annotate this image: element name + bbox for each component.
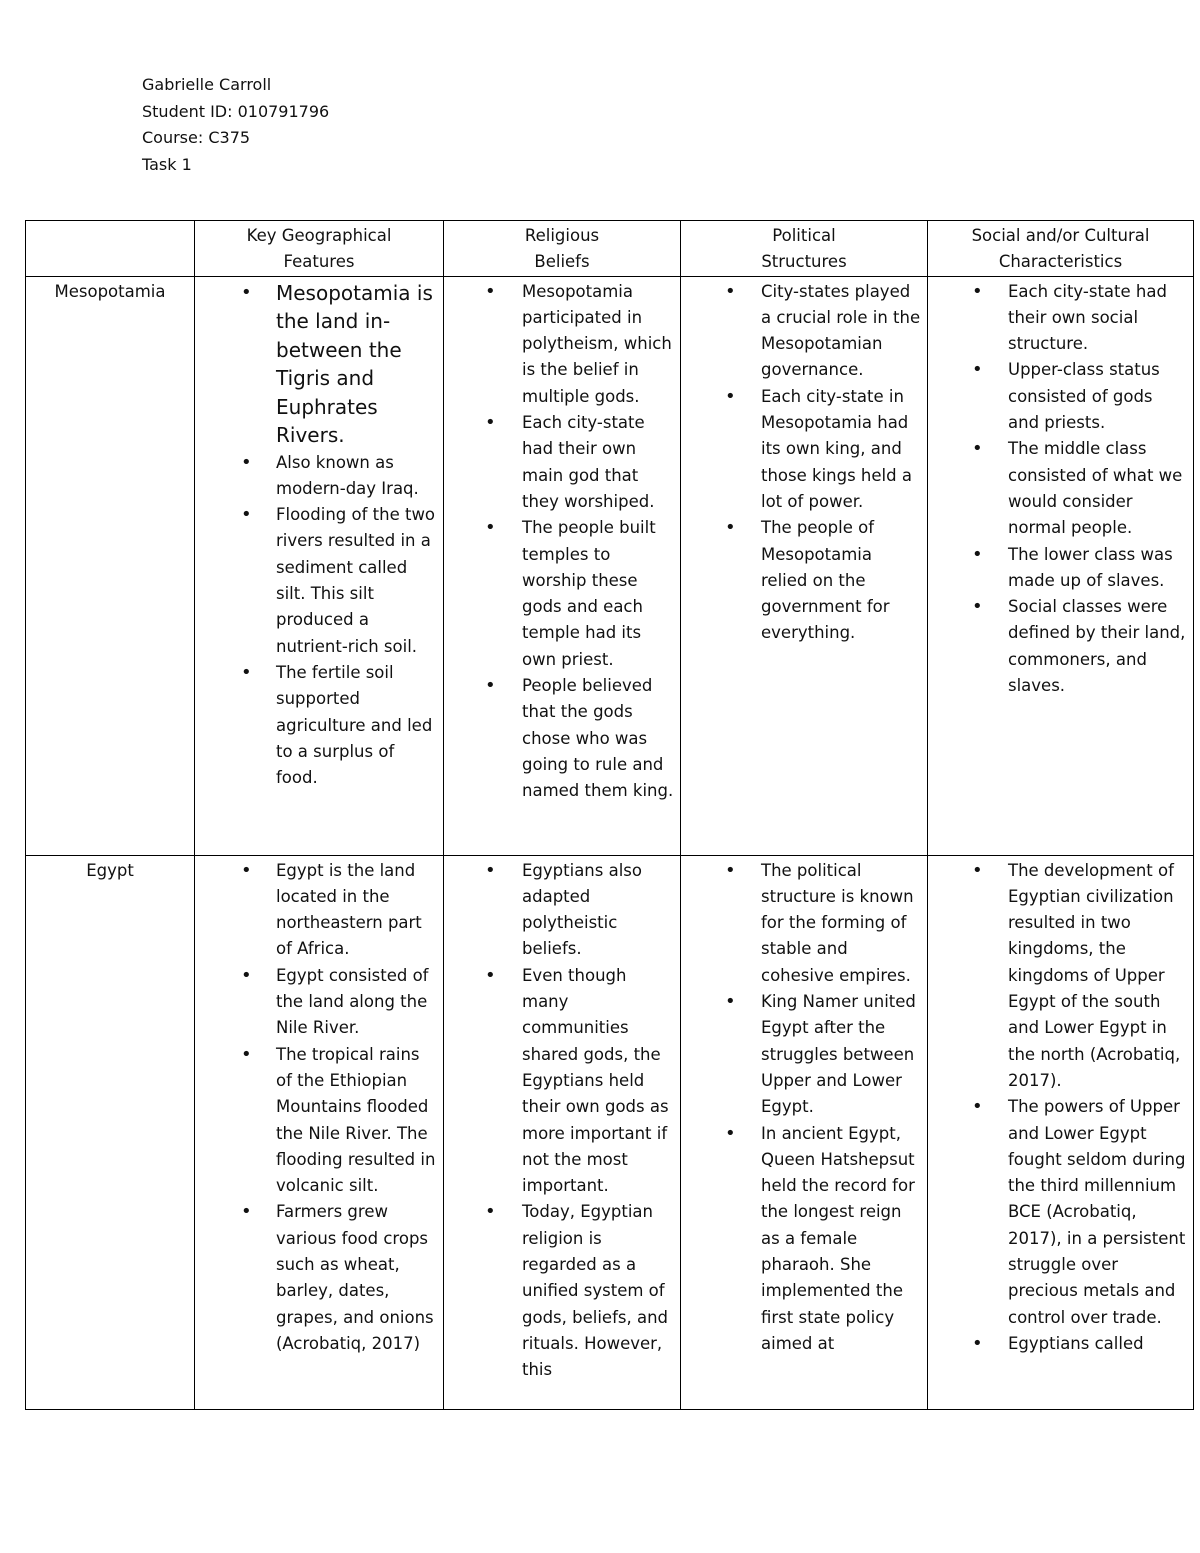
table-header-row (26, 221, 1194, 277)
table-row (26, 855, 1194, 1409)
list-item: • Today, Egyptian religion is regarded as a unified system of gods, beliefs, and rituals. However, this (450, 1199, 674, 1383)
list-item: • The political structure is known for the forming of stable and cohesive empires. (687, 858, 921, 989)
cell-geography (195, 855, 444, 1409)
list-item: • The lower class was made up of slaves. (934, 542, 1187, 595)
list-item: • City-states played a crucial role in the Mesopotamian governance. (687, 279, 921, 384)
cell-religion (444, 855, 681, 1409)
list-item: • Flooding of the two rivers resulted in a sediment called silt. This silt produced a nutrient-rich soil. (201, 502, 437, 660)
list-item: • Egypt is the land located in the northeastern part of Africa. (201, 858, 437, 963)
list-item: • Egypt consisted of the land along the Nile River. (201, 963, 437, 1042)
row-label-mesopotamia: Mesopotamia (26, 276, 195, 855)
column-header-empty (26, 221, 195, 277)
column-header-politics: Political Structures (681, 221, 928, 277)
list-item: • The development of Egyptian civilization resulted in two kingdoms, the kingdoms of Upper Egypt of the south and Lower Egypt in the north (Acrobatiq, 2017). (934, 858, 1187, 1095)
course-code: Course: C375 (142, 128, 251, 147)
cell-politics (681, 855, 928, 1409)
cell-religion (444, 276, 681, 855)
list-item: • The fertile soil supported agriculture and led to a surplus of food. (201, 660, 437, 791)
row-label-egypt: Egypt (26, 855, 195, 1409)
list-item: • The powers of Upper and Lower Egypt fought seldom during the third millennium BCE (Acrobatiq, 2017), in a persistent struggle over precious metals and control over trade. (934, 1094, 1187, 1331)
list-item: • Even though many communities shared gods, the Egyptians held their own gods as more important if not the most important. (450, 963, 674, 1200)
list-item: • In ancient Egypt, Queen Hatshepsut held the record for the longest reign as a female pharaoh. She implemented the first state policy aimed at (687, 1121, 921, 1358)
cell-social (928, 276, 1194, 855)
list-item: • The middle class consisted of what we would consider normal people. (934, 436, 1187, 541)
task-label: Task 1 (142, 154, 192, 174)
list-item: • Farmers grew various food crops such as wheat, barley, dates, grapes, and onions (Acrobatiq, 2017) (201, 1199, 437, 1357)
list-item: • Upper-class status consisted of gods and priests. (934, 357, 1187, 436)
document-header (142, 72, 329, 178)
list-item: • Also known as modern-day Iraq. (201, 450, 437, 503)
list-item: • Egyptians also adapted polytheistic beliefs. (450, 858, 674, 963)
list-item: • Each city-state in Mesopotamia had its own king, and those kings held a lot of power. (687, 384, 921, 515)
column-header-religion: Religious Beliefs (444, 221, 681, 277)
list-item: • People believed that the gods chose who was going to rule and named them king. (450, 673, 674, 804)
civilization-comparison-table (25, 220, 1194, 1410)
author-name: Gabrielle Carroll (142, 75, 272, 94)
list-item: • Mesopotamia is the land in-between the Tigris and Euphrates Rivers. (201, 279, 437, 450)
column-header-geography: Key Geographical Features (195, 221, 444, 277)
list-item: • Social classes were defined by their land, commoners, and slaves. (934, 594, 1187, 699)
list-item: • The tropical rains of the Ethiopian Mountains flooded the Nile River. The flooding resulted in volcanic silt. (201, 1042, 437, 1200)
list-item: • Each city-state had their own main god that they worshiped. (450, 410, 674, 515)
cell-social (928, 855, 1194, 1409)
column-header-social: Social and/or Cultural Characteristics (928, 221, 1194, 277)
cell-politics (681, 276, 928, 855)
list-item: • The people built temples to worship these gods and each temple had its own priest. (450, 515, 674, 673)
list-item: • Egyptians called (934, 1331, 1187, 1357)
cell-geography (195, 276, 444, 855)
list-item: • Mesopotamia participated in polytheism, which is the belief in multiple gods. (450, 279, 674, 410)
list-item: • The people of Mesopotamia relied on the government for everything. (687, 515, 921, 646)
list-item: • Each city-state had their own social structure. (934, 279, 1187, 358)
table-row (26, 276, 1194, 855)
list-item: • King Namer united Egypt after the struggles between Upper and Lower Egypt. (687, 989, 921, 1120)
student-id: Student ID: 010791796 (142, 101, 330, 121)
